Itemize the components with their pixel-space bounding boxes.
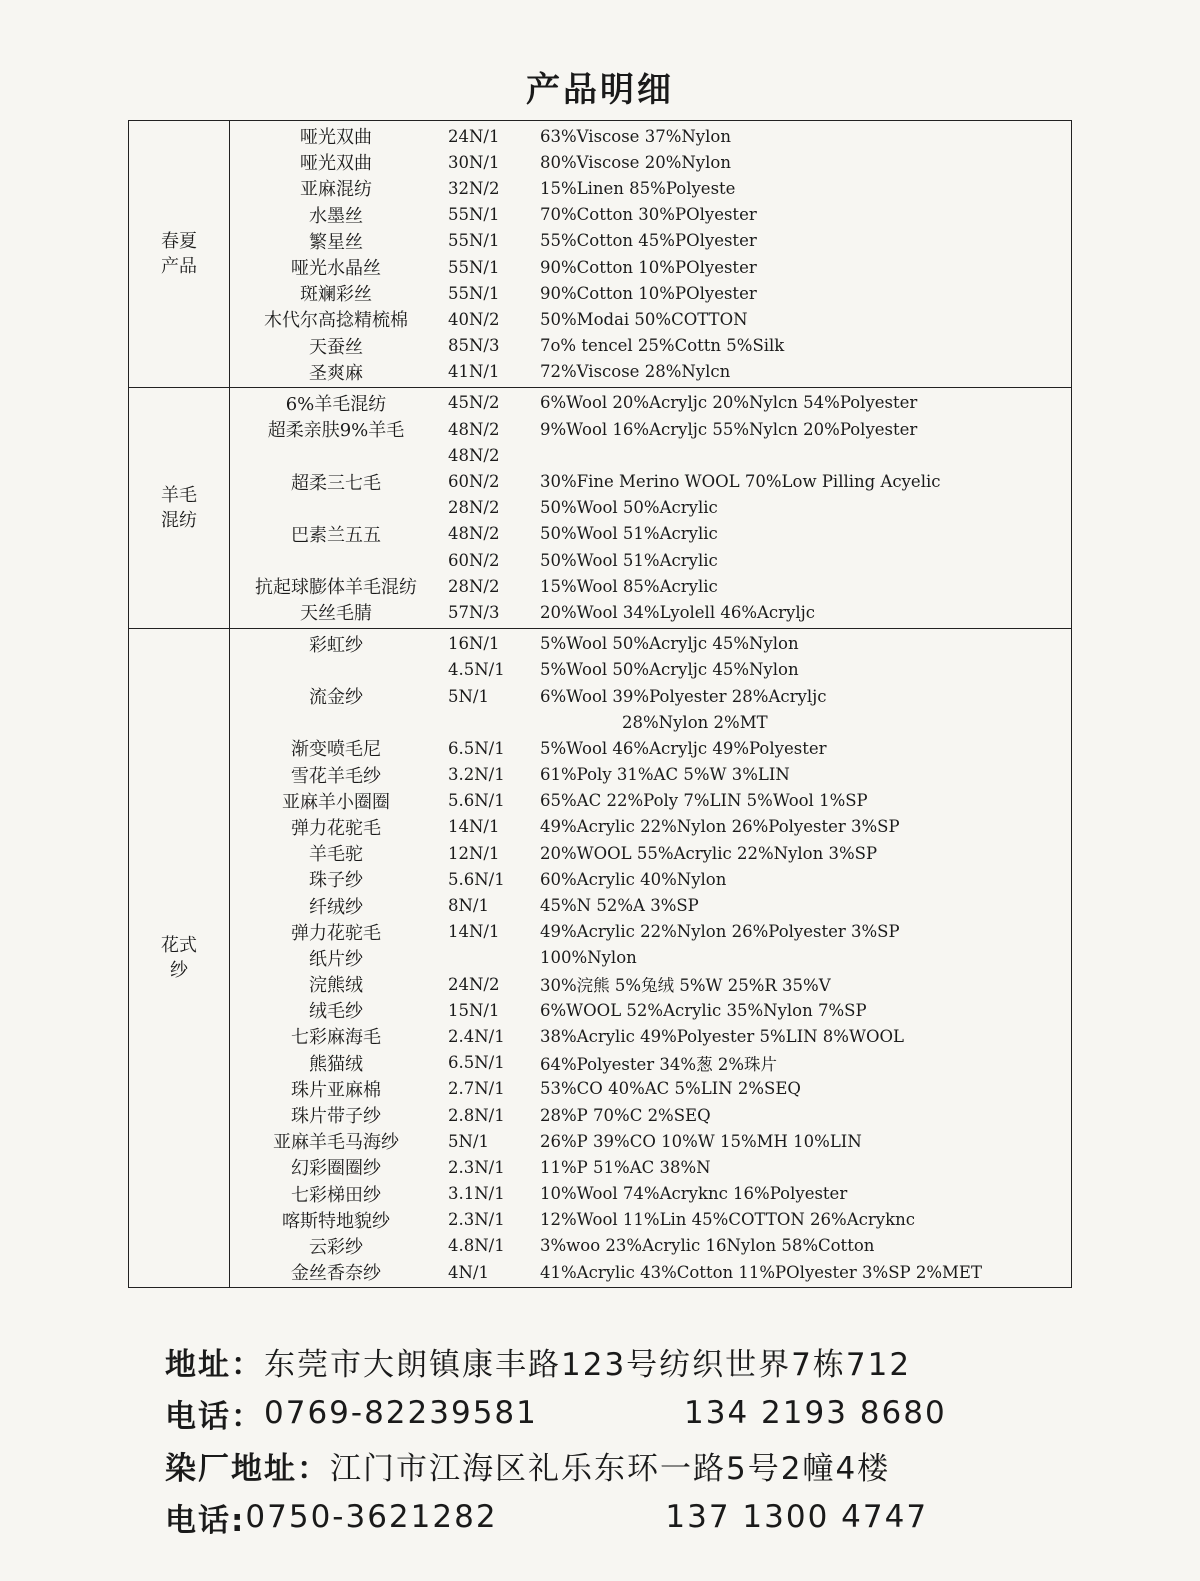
composition: 26%P 39%CO 10%W 15%MH 10%LIN [540,1131,862,1151]
product-row [230,1207,1071,1233]
yarn-count: 48N/2 [448,524,500,544]
product-row [230,416,1071,442]
product-row [230,1050,1071,1076]
product-name: 浣熊绒 [309,975,363,997]
yarn-count: 16N/1 [448,634,500,654]
product-row [230,683,1071,709]
yarn-count: 41N/1 [448,362,500,382]
composition: 50%Wool 50%Acrylic [540,498,718,518]
composition: 5%Wool 46%Acryljc 49%Polyester [540,738,827,758]
product-row [230,228,1071,254]
composition: 15%Linen 85%Polyeste [540,178,736,198]
yarn-count: 15N/1 [448,1000,500,1020]
product-row [230,280,1071,306]
yarn-count: 14N/1 [448,817,500,837]
product-name: 弹力花驼毛 [291,817,381,839]
composition: 50%Modai 50%COTTON [540,309,748,329]
product-name: 金丝香奈纱 [291,1263,381,1285]
yarn-count: 2.3N/1 [448,1210,505,1230]
address-line [165,1335,1065,1387]
product-name: 水墨丝 [309,205,363,227]
product-name: 绒毛纱 [309,1001,363,1023]
composition: 20%Wool 34%Lyolell 46%Acryljc [540,602,816,622]
product-name: 七彩麻海毛 [291,1027,381,1049]
product-name: 七彩梯田纱 [291,1184,381,1206]
phone-line-2 [165,1491,1065,1543]
yarn-count: 5.6N/1 [448,869,505,889]
product-row [230,599,1071,625]
yarn-count: 45N/2 [448,393,500,413]
yarn-count: 2.3N/1 [448,1157,505,1177]
product-name: 超柔亲肤9%羊毛 [267,420,405,442]
phone-line [165,1387,1065,1439]
composition: 10%Wool 74%Acryknc 16%Polyester [540,1184,848,1204]
composition: 45%N 52%A 3%SP [540,896,699,916]
product-name: 6%羊毛混纺 [285,393,387,415]
product-name: 哑光双曲 [300,127,372,149]
product-row [230,149,1071,175]
yarn-count: 55N/1 [448,257,500,277]
product-row [230,840,1071,866]
product-name: 流金纱 [309,687,363,709]
yarn-count: 4N/1 [448,1262,489,1282]
composition: 64%Polyester 34%葱 2%珠片 [540,1054,777,1074]
product-name: 亚麻羊小圈圈 [282,791,390,813]
product-name: 哑光水晶丝 [291,258,381,280]
product-row [230,1076,1071,1102]
section [129,628,1071,1288]
composition: 53%CO 40%AC 5%LIN 2%SEQ [540,1079,801,1099]
dye-factory-label: 染厂地址： [165,1450,330,1487]
composition: 49%Acrylic 22%Nylon 26%Polyester 3%SP [540,817,900,837]
product-row [230,547,1071,573]
phone-value-2: 134 2193 8680 [684,1395,947,1431]
composition: 9%Wool 16%Acryljc 55%Nylcn 20%Polyester [540,419,918,439]
yarn-count: 48N/2 [448,445,500,465]
product-table [128,120,1072,1288]
composition: 12%Wool 11%Lin 45%COTTON 26%Acryknc [540,1210,915,1230]
product-row [230,971,1071,997]
product-name: 木代尔高捻精梳棉 [264,310,408,332]
yarn-count: 55N/1 [448,283,500,303]
product-row [230,359,1071,385]
product-row [230,521,1071,547]
category-cell [129,629,230,1288]
product-name: 珠片亚麻棉 [291,1079,381,1101]
product-row [230,390,1071,416]
composition: 15%Wool 85%Acrylic [540,576,718,596]
product-name: 纤绒纱 [309,896,363,918]
yarn-count: 12N/1 [448,843,500,863]
product-name: 天丝毛腈 [300,603,372,625]
product-row [230,1023,1071,1049]
product-name: 亚麻羊毛马海纱 [273,1132,399,1154]
composition: 100%Nylon [540,948,637,968]
composition: 65%AC 22%Poly 7%LIN 5%Wool 1%SP [540,791,868,811]
product-name: 彩虹纱 [309,634,363,656]
section [129,121,1071,387]
product-name: 斑斓彩丝 [300,284,372,306]
yarn-count: 28N/2 [448,498,500,518]
product-row [230,709,1071,735]
product-row [230,442,1071,468]
product-row [230,735,1071,761]
product-name: 羊毛驼 [309,844,363,866]
composition: 72%Viscose 28%Nylcn [540,362,731,382]
composition: 90%Cotton 10%POlyester [540,283,757,303]
product-row [230,631,1071,657]
product-row [230,1259,1071,1285]
composition: 5%Wool 50%Acryljc 45%Nylon [540,660,799,680]
yarn-count: 55N/1 [448,231,500,251]
yarn-count: 28N/2 [448,576,500,596]
yarn-count: 6.5N/1 [448,738,505,758]
product-name: 珠片带子纱 [291,1106,381,1128]
product-row [230,1128,1071,1154]
product-row [230,495,1071,521]
composition: 5%Wool 50%Acryljc 45%Nylon [540,634,799,654]
product-row [230,814,1071,840]
product-row [230,468,1071,494]
composition: 41%Acrylic 43%Cotton 11%POlyester 3%SP 2%MET [540,1262,982,1282]
yarn-count: 24N/1 [448,126,500,146]
composition: 3%woo 23%Acrylic 16Nylon 58%Cotton [540,1236,875,1256]
contact-footer [165,1335,1065,1543]
yarn-count: 4.8N/1 [448,1236,505,1256]
product-name: 亚麻混纺 [300,179,372,201]
composition: 49%Acrylic 22%Nylon 26%Polyester 3%SP [540,922,900,942]
rows [230,121,1071,387]
yarn-count: 4.5N/1 [448,660,505,680]
composition: 90%Cotton 10%POlyester [540,257,757,277]
composition: 60%Acrylic 40%Nylon [540,869,727,889]
composition: 50%Wool 51%Acrylic [540,550,718,570]
composition: 30%Fine Merino WOOL 70%Low Pilling Acyelic [540,472,941,492]
product-row [230,254,1071,280]
yarn-count: 5.6N/1 [448,791,505,811]
product-row [230,945,1071,971]
composition: 28%Nylon 2%MT [622,712,768,732]
composition: 6%WOOL 52%Acrylic 35%Nylon 7%SP [540,1000,867,1020]
composition: 38%Acrylic 49%Polyester 5%LIN 8%WOOL [540,1026,904,1046]
product-name: 纸片纱 [309,948,363,970]
yarn-count: 32N/2 [448,178,500,198]
composition: 80%Viscose 20%Nylon [540,152,731,172]
category-label: 花式纱 [161,934,197,981]
product-name: 珠子纱 [309,870,363,892]
yarn-count: 2.8N/1 [448,1105,505,1125]
product-name: 哑光双曲 [300,153,372,175]
product-name: 幻彩圈圈纱 [291,1158,381,1180]
address-label: 地址： [165,1346,264,1383]
product-row [230,175,1071,201]
composition: 28%P 70%C 2%SEQ [540,1105,711,1125]
product-row [230,762,1071,788]
yarn-count: 24N/2 [448,974,500,994]
composition: 20%WOOL 55%Acrylic 22%Nylon 3%SP [540,843,878,863]
yarn-count: 48N/2 [448,419,500,439]
yarn-count: 85N/3 [448,336,500,356]
product-name: 喀斯特地貌纱 [282,1210,390,1232]
product-row [230,1233,1071,1259]
composition: 6%Wool 39%Polyester 28%Acryljc [540,686,827,706]
product-row [230,1154,1071,1180]
product-name: 繁星丝 [309,231,363,253]
yarn-count: 55N/1 [448,205,500,225]
yarn-count: 6.5N/1 [448,1053,505,1073]
product-row [230,892,1071,918]
rows [230,629,1071,1288]
address-value: 东莞市大朗镇康丰路123号纺织世界7栋712 [264,1346,912,1383]
composition: 11%P 51%AC 38%N [540,1157,711,1177]
rows [230,388,1071,628]
yarn-count: 3.2N/1 [448,765,505,785]
composition: 6%Wool 20%Acryljc 20%Nylcn 54%Polyester [540,393,918,413]
product-row [230,788,1071,814]
product-row [230,919,1071,945]
product-row [230,333,1071,359]
product-row [230,306,1071,332]
product-row [230,202,1071,228]
yarn-count: 3.1N/1 [448,1184,505,1204]
product-row [230,997,1071,1023]
phone-value-4: 137 1300 4747 [665,1499,929,1535]
product-name: 云彩纱 [309,1236,363,1258]
composition: 50%Wool 51%Acrylic [540,524,718,544]
phone-label: 电话： [165,1398,264,1435]
composition: 7o% tencel 25%Cottn 5%Silk [540,336,785,356]
category-label: 羊毛混纺 [161,484,197,531]
composition: 63%Viscose 37%Nylon [540,126,731,146]
product-name: 天蚕丝 [309,336,363,358]
composition: 55%Cotton 45%POlyester [540,231,757,251]
product-row [230,573,1071,599]
phone-value-3: 0750-3621282 [245,1499,498,1535]
product-name: 弹力花驼毛 [291,922,381,944]
product-row [230,1102,1071,1128]
composition: 70%Cotton 30%POlyester [540,205,757,225]
dye-factory-line [165,1439,1065,1491]
phone-label-2: 电话: [165,1502,246,1539]
page-title: 产品明细 [526,70,674,110]
product-row [230,657,1071,683]
product-row [230,123,1071,149]
product-name: 超柔三七毛 [291,472,381,494]
category-cell [129,121,230,387]
yarn-count: 2.7N/1 [448,1079,505,1099]
product-row [230,1181,1071,1207]
dye-factory-address: 江门市江海区礼乐东环一路5号2幢4楼 [330,1450,891,1487]
yarn-count: 60N/2 [448,472,500,492]
product-name: 渐变喷毛尼 [291,739,381,761]
composition: 61%Poly 31%AC 5%W 3%LIN [540,765,790,785]
category-cell [129,388,230,628]
product-name: 巴素兰五五 [291,524,381,546]
section [129,387,1071,628]
yarn-count: 2.4N/1 [448,1026,505,1046]
yarn-count: 57N/3 [448,602,500,622]
yarn-count: 5N/1 [448,1131,489,1151]
yarn-count: 8N/1 [448,896,489,916]
composition: 30%浣熊 5%兔绒 5%W 25%R 35%V [540,976,831,996]
product-name: 抗起球膨体羊毛混纺 [255,577,417,599]
yarn-count: 40N/2 [448,309,500,329]
product-name: 熊猫绒 [309,1053,363,1075]
product-name: 圣爽麻 [309,362,363,384]
category-label: 春夏产品 [161,230,197,277]
yarn-count: 60N/2 [448,550,500,570]
product-name: 雪花羊毛纱 [291,765,381,787]
yarn-count: 30N/1 [448,152,500,172]
product-row [230,866,1071,892]
yarn-count: 5N/1 [448,686,489,706]
yarn-count: 14N/1 [448,922,500,942]
phone-value-1: 0769-82239581 [264,1395,538,1431]
